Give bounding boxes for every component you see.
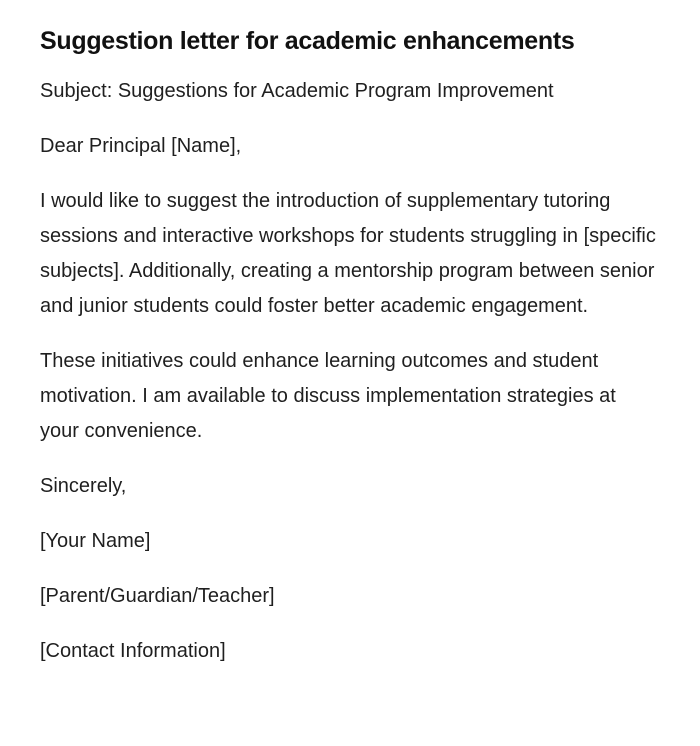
signature-name: [Your Name]: [40, 530, 151, 552]
letter-closing: Sincerely,: [40, 475, 127, 497]
letter-body-paragraph-1: I would like to suggest the introduction of supplementary tutoring sessions and interactive workshops for students struggling in [specific subjects]. Additionally, creating a mentorship program between senior and junior students could foster better academic engagement.: [40, 190, 656, 317]
signature-role: [Parent/Guardian/Teacher]: [40, 585, 275, 607]
letter-body-paragraph-2: These initiatives could enhance learning outcomes and student motivation. I am available to discuss implementation strategies at your convenience.: [40, 350, 616, 442]
page-title: Suggestion letter for academic enhancements: [40, 27, 575, 55]
letter-subject: Subject: Suggestions for Academic Program Improvement: [40, 80, 554, 102]
signature-contact: [Contact Information]: [40, 640, 226, 662]
letter-greeting: Dear Principal [Name],: [40, 135, 242, 157]
